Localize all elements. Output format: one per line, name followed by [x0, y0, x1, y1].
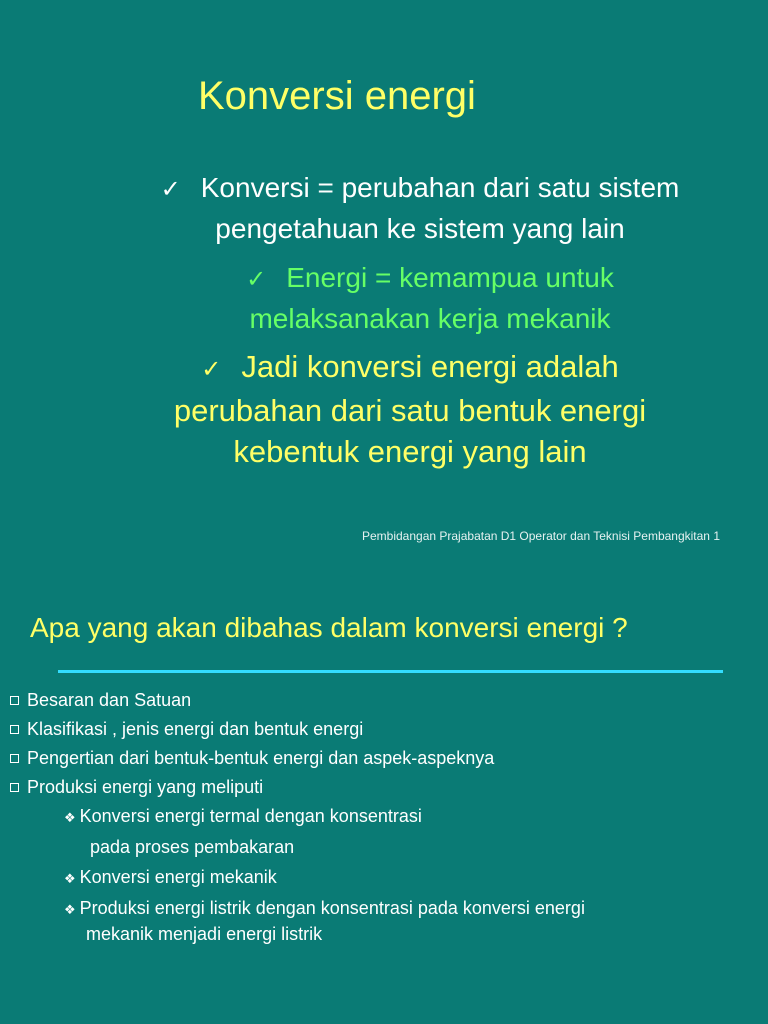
section-question: Apa yang akan dibahas dalam konversi energi ? [30, 612, 628, 643]
checkbox-square-icon [10, 754, 19, 763]
sub-item-continuation: mekanik menjadi energi listrik [86, 924, 323, 944]
list-item: Besaran dan Satuan [10, 686, 750, 715]
sub-item: ❖ Konversi energi mekanik [64, 867, 277, 887]
divider-line [58, 670, 723, 673]
bullet-line: pengetahuan ke sistem yang lain [215, 213, 625, 244]
slide-footer: Pembidangan Prajabatan D1 Operator dan Teknisi Pembangkitan 1 [361, 529, 720, 543]
checkbox-square-icon [10, 696, 19, 705]
slide-title: Konversi energi [198, 74, 476, 118]
bullet-line: melaksanakan kerja mekanik [249, 303, 611, 334]
bullet-jadi [80, 346, 740, 472]
topic-list [10, 686, 750, 945]
checkbox-square-icon [10, 783, 19, 792]
bullet-line: ✓ Energi = kemampua untuk [246, 262, 614, 293]
sub-item-continuation: pada proses pembakaran [90, 837, 295, 857]
bullet-konversi [90, 168, 750, 249]
bullet-energi [150, 258, 710, 339]
bullet-line: kebentuk energi yang lain [233, 434, 587, 469]
checkbox-square-icon [10, 725, 19, 734]
diamond-bullet-icon: ❖ [64, 811, 76, 826]
diamond-bullet-icon: ❖ [64, 872, 76, 887]
list-item: Pengertian dari bentuk-bentuk energi dan aspek-aspeknya [10, 744, 750, 773]
list-item: Klasifikasi , jenis energi dan bentuk energi [10, 715, 750, 744]
diamond-bullet-icon: ❖ [64, 903, 76, 918]
list-item: Produksi energi yang meliputi [10, 773, 750, 802]
checkmark-icon: ✓ [160, 175, 181, 203]
checkmark-icon: ✓ [201, 355, 222, 383]
bullet-line: perubahan dari satu bentuk energi [173, 393, 647, 428]
bullet-line: ✓ Jadi konversi energi adalah [201, 349, 619, 384]
bullet-line: ✓ Konversi = perubahan dari satu sistem [160, 172, 680, 203]
slide-2 [0, 590, 768, 1024]
sub-item: ❖ Produksi energi listrik dengan konsentrasi pada konversi energi [64, 898, 585, 918]
checkmark-icon: ✓ [246, 265, 267, 293]
sub-item: ❖ Konversi energi termal dengan konsentrasi [64, 806, 422, 826]
